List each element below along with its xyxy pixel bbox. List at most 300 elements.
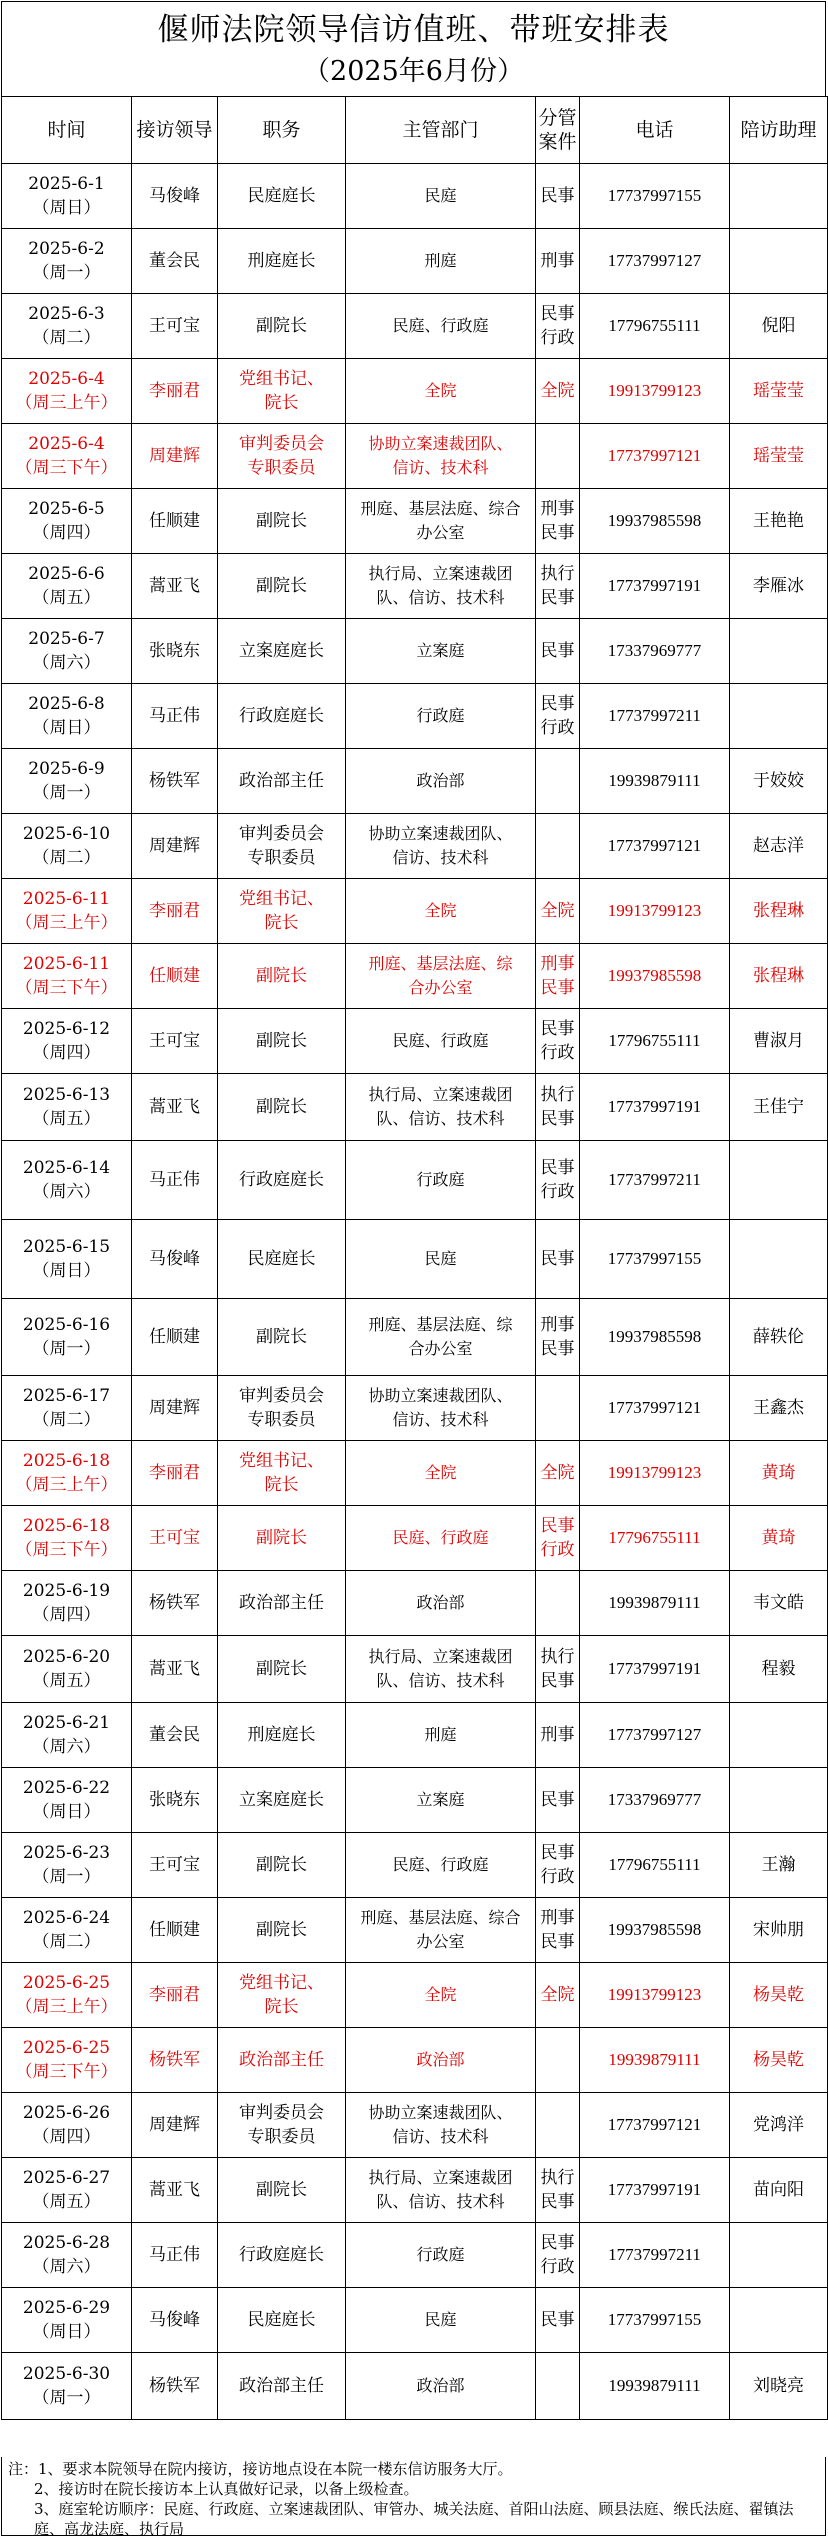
cell-leader: 马正伟	[132, 1141, 218, 1220]
cell-dept-line: 政治部	[416, 1593, 465, 1612]
cell-title	[218, 2288, 346, 2353]
table-row	[2, 1441, 828, 1506]
cell-assistant: 瑶莹莹	[730, 424, 828, 489]
cell-title-line: 政治部主任	[239, 2050, 324, 2070]
cell-title	[218, 1074, 346, 1141]
cell-leader: 王可宝	[132, 1506, 218, 1571]
cell-date: 2025-6-18	[22, 1516, 111, 1536]
cell-dept-line: 民庭	[424, 1249, 457, 1268]
table-row	[2, 2158, 828, 2223]
cell-time	[2, 619, 132, 684]
cell-case	[536, 1898, 580, 1963]
cell-phone: 17737997127	[580, 229, 730, 294]
cell-case	[536, 424, 580, 489]
cell-case-line: 执行	[540, 1085, 575, 1105]
cell-dept-line: 信访、技术科	[392, 1410, 489, 1429]
cell-leader: 杨铁军	[132, 2028, 218, 2093]
cell-dept	[346, 1833, 536, 1898]
cell-title	[218, 1009, 346, 1074]
cell-assistant	[730, 1703, 828, 1768]
cell-dept-line: 执行局、立案速裁团	[368, 564, 513, 583]
cell-dept-line: 政治部	[416, 2376, 465, 2395]
table-row	[2, 1703, 828, 1768]
cell-title-line: 副院长	[256, 1855, 307, 1875]
cell-title	[218, 424, 346, 489]
cell-dept	[346, 1376, 536, 1441]
cell-title-line: 副院长	[256, 966, 307, 986]
cell-title-line: 行政庭庭长	[239, 706, 324, 726]
table-row	[2, 294, 828, 359]
cell-time	[2, 2223, 132, 2288]
cell-title	[218, 1571, 346, 1636]
cell-time	[2, 424, 132, 489]
cell-case	[536, 619, 580, 684]
cell-leader: 蒿亚飞	[132, 1636, 218, 1703]
cell-time	[2, 814, 132, 879]
cell-assistant	[730, 1220, 828, 1299]
cell-phone: 17737997121	[580, 2093, 730, 2158]
cell-weekday: （周三下午）	[15, 2062, 118, 2082]
table-row	[2, 1963, 828, 2028]
cell-case-line: 民事	[540, 1790, 575, 1810]
cell-date: 2025-6-24	[22, 1908, 111, 1928]
cell-phone: 19913799123	[580, 359, 730, 424]
cell-time	[2, 1141, 132, 1220]
cell-weekday: （周日）	[32, 2322, 101, 2342]
cell-case	[536, 2028, 580, 2093]
table-row	[2, 424, 828, 489]
cell-assistant: 张程琳	[730, 944, 828, 1009]
table-row	[2, 2288, 828, 2353]
cell-title-line: 民庭庭长	[247, 1249, 316, 1269]
cell-weekday: （周五）	[32, 588, 101, 608]
cell-assistant: 程毅	[730, 1636, 828, 1703]
cell-date: 2025-6-4	[28, 434, 105, 454]
cell-time	[2, 749, 132, 814]
cell-weekday: （周三上午）	[15, 393, 118, 413]
cell-case-line: 民事	[540, 1671, 575, 1691]
cell-title-line: 专职委员	[247, 2127, 316, 2147]
cell-dept	[346, 2158, 536, 2223]
cell-date: 2025-6-23	[22, 1843, 111, 1863]
cell-time	[2, 1299, 132, 1376]
cell-dept	[346, 944, 536, 1009]
cell-dept-line: 执行局、立案速裁团	[368, 2168, 513, 2187]
cell-dept	[346, 749, 536, 814]
cell-case	[536, 294, 580, 359]
cell-title-line: 专职委员	[247, 848, 316, 868]
cell-assistant: 张程琳	[730, 879, 828, 944]
cell-dept-line: 行政庭	[416, 706, 465, 725]
cell-phone: 19937985598	[580, 944, 730, 1009]
cell-title	[218, 359, 346, 424]
schedule-table	[1, 96, 828, 2420]
cell-title	[218, 1141, 346, 1220]
cell-case-line: 民事	[540, 523, 575, 543]
cell-case	[536, 1141, 580, 1220]
cell-dept	[346, 1571, 536, 1636]
cell-weekday: （周六）	[32, 2257, 101, 2277]
cell-phone: 17737997211	[580, 2223, 730, 2288]
cell-title-line: 行政庭庭长	[239, 1170, 324, 1190]
cell-case-line: 民事	[540, 186, 575, 206]
col-header-leader: 接访领导	[132, 97, 218, 164]
cell-dept-line: 队、信访、技术科	[376, 588, 505, 607]
header-row	[2, 97, 828, 164]
table-row	[2, 554, 828, 619]
cell-case-line: 民事	[540, 1339, 575, 1359]
table-row	[2, 1571, 828, 1636]
cell-leader: 任顺建	[132, 944, 218, 1009]
cell-title	[218, 1220, 346, 1299]
cell-case-line: 行政	[540, 718, 575, 738]
cell-dept	[346, 229, 536, 294]
cell-leader: 马俊峰	[132, 164, 218, 229]
cell-phone: 17737997121	[580, 424, 730, 489]
cell-title-line: 专职委员	[247, 1410, 316, 1430]
cell-case-line: 行政	[540, 1043, 575, 1063]
title-box	[1, 1, 826, 97]
cell-date: 2025-6-5	[28, 499, 105, 519]
cell-leader: 任顺建	[132, 1898, 218, 1963]
cell-case	[536, 229, 580, 294]
cell-assistant: 刘晓亮	[730, 2353, 828, 2420]
cell-assistant: 曹淑月	[730, 1009, 828, 1074]
cell-time	[2, 2288, 132, 2353]
table-row	[2, 1141, 828, 1220]
cell-leader: 周建辉	[132, 2093, 218, 2158]
cell-case	[536, 554, 580, 619]
cell-weekday: （周六）	[32, 1182, 101, 1202]
cell-case-line: 行政	[540, 328, 575, 348]
cell-phone: 17737997121	[580, 814, 730, 879]
table-row	[2, 619, 828, 684]
cell-assistant: 宋帅朋	[730, 1898, 828, 1963]
cell-assistant: 薛轶伦	[730, 1299, 828, 1376]
cell-leader: 杨铁军	[132, 2353, 218, 2420]
cell-leader: 张晓东	[132, 1768, 218, 1833]
cell-dept-line: 刑庭、基层法庭、综合	[360, 1908, 521, 1927]
table-row	[2, 684, 828, 749]
cell-dept-line: 民庭	[424, 2310, 457, 2329]
cell-date: 2025-6-30	[22, 2364, 111, 2384]
cell-dept	[346, 1220, 536, 1299]
cell-weekday: （周三下午）	[15, 458, 118, 478]
cell-title-line: 党组书记、	[239, 369, 324, 389]
col-header-assistant: 陪访助理	[730, 97, 828, 164]
cell-case	[536, 1009, 580, 1074]
cell-assistant	[730, 1768, 828, 1833]
cell-dept-line: 刑庭	[424, 251, 457, 270]
cell-time	[2, 1220, 132, 1299]
cell-dept-line: 信访、技术科	[392, 848, 489, 867]
cell-dept-line: 合办公室	[408, 978, 473, 997]
cell-phone: 19937985598	[580, 489, 730, 554]
cell-case-line: 民事	[540, 1249, 575, 1269]
cell-assistant: 黄琦	[730, 1441, 828, 1506]
cell-date: 2025-6-13	[22, 1085, 111, 1105]
cell-title-line: 刑庭庭长	[247, 251, 316, 271]
cell-title	[218, 554, 346, 619]
cell-assistant	[730, 619, 828, 684]
cell-assistant: 倪阳	[730, 294, 828, 359]
cell-date: 2025-6-18	[22, 1451, 111, 1471]
cell-case-line: 刑事	[540, 1725, 575, 1745]
cell-time	[2, 489, 132, 554]
cell-case	[536, 1833, 580, 1898]
cell-title-line: 党组书记、	[239, 1451, 324, 1471]
cell-assistant: 于姣姣	[730, 749, 828, 814]
cell-phone: 17796755111	[580, 1009, 730, 1074]
cell-case-line: 刑事	[540, 1908, 575, 1928]
cell-time	[2, 1703, 132, 1768]
cell-dept-line: 协助立案速裁团队、	[368, 434, 513, 453]
cell-weekday: （周五）	[32, 2192, 101, 2212]
cell-phone: 17796755111	[580, 1506, 730, 1571]
cell-title-line: 院长	[264, 1475, 299, 1495]
cell-leader: 任顺建	[132, 489, 218, 554]
cell-date: 2025-6-6	[28, 564, 105, 584]
cell-weekday: （周日）	[32, 1261, 101, 1281]
cell-date: 2025-6-10	[22, 824, 111, 844]
cell-assistant: 杨昊乾	[730, 1963, 828, 2028]
cell-title-line: 副院长	[256, 1031, 307, 1051]
cell-date: 2025-6-12	[22, 1019, 111, 1039]
cell-dept-line: 信访、技术科	[392, 2127, 489, 2146]
schedule-body	[2, 164, 828, 2420]
cell-phone: 17737997191	[580, 554, 730, 619]
cell-case-line: 民事	[540, 1019, 575, 1039]
cell-case-line: 行政	[540, 1182, 575, 1202]
cell-dept	[346, 1141, 536, 1220]
cell-assistant	[730, 2288, 828, 2353]
cell-dept-line: 队、信访、技术科	[376, 1109, 505, 1128]
cell-time	[2, 879, 132, 944]
cell-dept-line: 全院	[424, 381, 457, 400]
cell-weekday: （周四）	[32, 1605, 101, 1625]
cell-dept	[346, 1963, 536, 2028]
cell-case	[536, 879, 580, 944]
cell-weekday: （周日）	[32, 198, 101, 218]
table-row	[2, 944, 828, 1009]
cell-leader: 马俊峰	[132, 2288, 218, 2353]
cell-leader: 周建辉	[132, 814, 218, 879]
table-row	[2, 1220, 828, 1299]
cell-title-line: 审判委员会	[239, 2103, 324, 2123]
cell-case-line: 刑事	[540, 251, 575, 271]
cell-title	[218, 1506, 346, 1571]
cell-time	[2, 684, 132, 749]
cell-title	[218, 1833, 346, 1898]
cell-leader: 王可宝	[132, 1009, 218, 1074]
cell-title	[218, 164, 346, 229]
cell-case-line: 民事	[540, 588, 575, 608]
cell-title	[218, 294, 346, 359]
cell-case-line: 全院	[540, 1985, 575, 2005]
page-title: 偃师法院领导信访值班、带班安排表	[157, 12, 670, 48]
cell-title	[218, 2223, 346, 2288]
cell-dept-line: 政治部	[416, 2050, 465, 2069]
table-row	[2, 1009, 828, 1074]
cell-dept-line: 办公室	[416, 523, 465, 542]
cell-phone: 19939879111	[580, 2353, 730, 2420]
cell-phone: 17337969777	[580, 1768, 730, 1833]
cell-time	[2, 944, 132, 1009]
cell-time	[2, 1074, 132, 1141]
cell-title	[218, 879, 346, 944]
cell-title	[218, 1441, 346, 1506]
cell-time	[2, 1009, 132, 1074]
cell-dept-line: 政治部	[416, 771, 465, 790]
cell-dept	[346, 1074, 536, 1141]
cell-title	[218, 1963, 346, 2028]
cell-date: 2025-6-15	[22, 1237, 111, 1257]
cell-case	[536, 2093, 580, 2158]
cell-leader: 蒿亚飞	[132, 2158, 218, 2223]
cell-phone: 19939879111	[580, 2028, 730, 2093]
cell-dept	[346, 2223, 536, 2288]
cell-time	[2, 2158, 132, 2223]
notes-box	[1, 2457, 826, 2536]
cell-date: 2025-6-17	[22, 1386, 111, 1406]
cell-assistant: 赵志洋	[730, 814, 828, 879]
table-row	[2, 489, 828, 554]
cell-dept-line: 行政庭	[416, 1170, 465, 1189]
cell-date: 2025-6-8	[28, 694, 105, 714]
cell-dept	[346, 2353, 536, 2420]
cell-date: 2025-6-1	[28, 174, 105, 194]
cell-case-line: 行政	[540, 1867, 575, 1887]
cell-dept-line: 协助立案速裁团队、	[368, 824, 513, 843]
cell-title-line: 副院长	[256, 1920, 307, 1940]
cell-title-line: 民庭庭长	[247, 186, 316, 206]
cell-dept	[346, 814, 536, 879]
cell-weekday: （周二）	[32, 1410, 101, 1430]
cell-case-line: 执行	[540, 1647, 575, 1667]
table-row	[2, 359, 828, 424]
cell-leader: 马正伟	[132, 684, 218, 749]
cell-title-line: 审判委员会	[239, 824, 324, 844]
cell-time	[2, 1441, 132, 1506]
cell-dept-line: 民庭、行政庭	[392, 1031, 489, 1050]
cell-case	[536, 1571, 580, 1636]
cell-case	[536, 1441, 580, 1506]
cell-case	[536, 2288, 580, 2353]
cell-title-line: 政治部主任	[239, 771, 324, 791]
cell-title-line: 副院长	[256, 1528, 307, 1548]
cell-date: 2025-6-9	[28, 759, 105, 779]
cell-dept-line: 合办公室	[408, 1339, 473, 1358]
cell-title	[218, 1768, 346, 1833]
cell-time	[2, 2028, 132, 2093]
cell-title	[218, 2028, 346, 2093]
cell-dept	[346, 1768, 536, 1833]
note-1: 注：1、要求本院领导在院内接访，接访地点设在本院一楼东信访服务大厅。	[8, 2460, 513, 2478]
cell-dept	[346, 1703, 536, 1768]
cell-case-line: 民事	[540, 2192, 575, 2212]
cell-date: 2025-6-3	[28, 304, 105, 324]
cell-assistant	[730, 229, 828, 294]
cell-title	[218, 814, 346, 879]
table-row	[2, 2093, 828, 2158]
cell-phone: 17737997191	[580, 1636, 730, 1703]
cell-leader: 马正伟	[132, 2223, 218, 2288]
cell-dept-line: 立案庭	[416, 641, 465, 660]
cell-title-line: 党组书记、	[239, 889, 324, 909]
cell-date: 2025-6-2	[28, 239, 105, 259]
cell-title	[218, 1636, 346, 1703]
cell-title-line: 审判委员会	[239, 434, 324, 454]
cell-case-line: 全院	[540, 901, 575, 921]
cell-case	[536, 164, 580, 229]
cell-title-line: 副院长	[256, 1659, 307, 1679]
cell-case	[536, 1768, 580, 1833]
cell-dept	[346, 684, 536, 749]
cell-weekday: （周三上午）	[15, 1997, 118, 2017]
cell-weekday: （周日）	[32, 718, 101, 738]
cell-dept-line: 执行局、立案速裁团	[368, 1085, 513, 1104]
cell-time	[2, 1833, 132, 1898]
cell-leader: 周建辉	[132, 1376, 218, 1441]
cell-assistant: 苗向阳	[730, 2158, 828, 2223]
cell-leader: 蒿亚飞	[132, 554, 218, 619]
cell-case	[536, 944, 580, 1009]
cell-dept-line: 行政庭	[416, 2245, 465, 2264]
cell-dept	[346, 1636, 536, 1703]
cell-case-line: 民事	[540, 1158, 575, 1178]
cell-dept-line: 刑庭、基层法庭、综	[368, 1315, 513, 1334]
cell-weekday: （周一）	[32, 2388, 101, 2408]
cell-title	[218, 489, 346, 554]
cell-dept-line: 协助立案速裁团队、	[368, 2103, 513, 2122]
cell-phone: 19913799123	[580, 1441, 730, 1506]
cell-time	[2, 1963, 132, 2028]
table-row	[2, 749, 828, 814]
cell-case-line: 民事	[540, 1109, 575, 1129]
cell-date: 2025-6-25	[22, 2038, 111, 2058]
cell-date: 2025-6-16	[22, 1315, 111, 1335]
table-row	[2, 1768, 828, 1833]
cell-time	[2, 1768, 132, 1833]
cell-date: 2025-6-19	[22, 1581, 111, 1601]
cell-leader: 李丽君	[132, 359, 218, 424]
col-header-time: 时间	[2, 97, 132, 164]
cell-date: 2025-6-21	[22, 1713, 111, 1733]
table-row	[2, 1636, 828, 1703]
cell-case	[536, 2158, 580, 2223]
cell-dept-line: 执行局、立案速裁团	[368, 1647, 513, 1666]
cell-case	[536, 684, 580, 749]
cell-assistant	[730, 164, 828, 229]
cell-time	[2, 229, 132, 294]
cell-phone: 17737997155	[580, 1220, 730, 1299]
cell-title	[218, 1299, 346, 1376]
cell-case	[536, 1506, 580, 1571]
cell-case-line: 民事	[540, 1843, 575, 1863]
cell-leader: 李丽君	[132, 1441, 218, 1506]
cell-case-line: 行政	[540, 1540, 575, 1560]
cell-assistant: 王鑫杰	[730, 1376, 828, 1441]
cell-case-line: 刑事	[540, 954, 575, 974]
cell-title	[218, 749, 346, 814]
cell-case	[536, 749, 580, 814]
cell-case-line: 民事	[540, 304, 575, 324]
cell-case-line: 民事	[540, 978, 575, 998]
cell-dept	[346, 1009, 536, 1074]
cell-title	[218, 1898, 346, 1963]
cell-weekday: （周五）	[32, 1671, 101, 1691]
cell-leader: 董会民	[132, 1703, 218, 1768]
